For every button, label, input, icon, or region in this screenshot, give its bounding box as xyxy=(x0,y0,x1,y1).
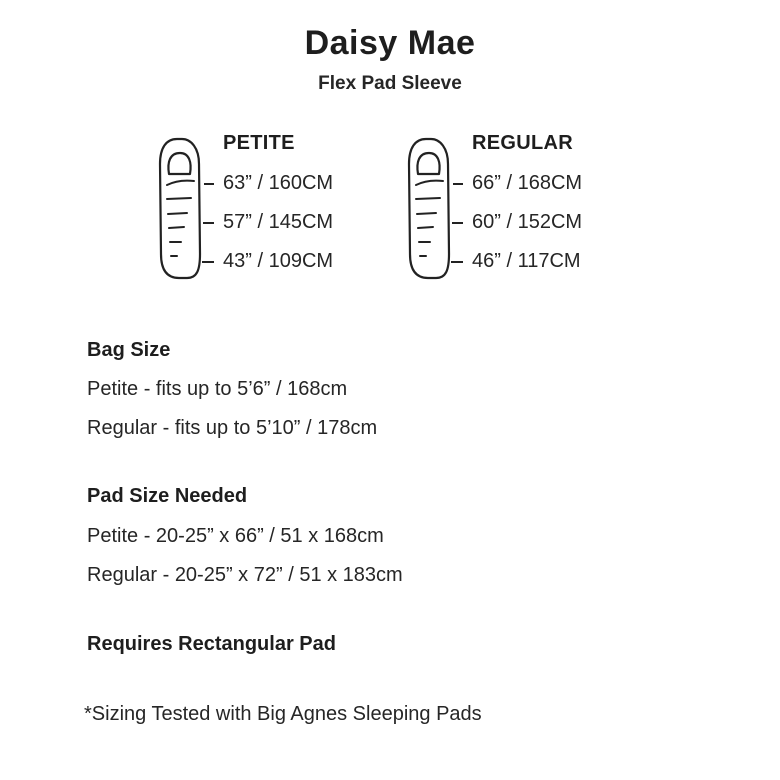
footnote: *Sizing Tested with Big Agnes Sleeping Pads xyxy=(84,703,482,725)
pad-size-regular-line: Regular - 20-25” x 72” / 51 x 183cm xyxy=(87,564,403,586)
regular-measurement-3: 46” / 117CM xyxy=(472,250,581,272)
page-subtitle: Flex Pad Sleeve xyxy=(318,73,462,94)
petite-measurement-2: 57” / 145CM xyxy=(223,211,334,233)
regular-measurement-2: 60” / 152CM xyxy=(472,211,583,233)
pad-size-petite-line: Petite - 20-25” x 66” / 51 x 168cm xyxy=(87,525,384,547)
bag-size-heading: Bag Size xyxy=(87,339,171,361)
bag-size-petite-line: Petite - fits up to 5’6” / 168cm xyxy=(87,378,348,400)
regular-measurement-1: 66” / 168CM xyxy=(472,172,583,194)
size-block-petite xyxy=(157,130,437,280)
petite-measurement-1: 63” / 160CM xyxy=(223,172,334,194)
page-title: Daisy Mae xyxy=(304,24,476,62)
size-label-regular: REGULAR xyxy=(472,132,573,154)
sleeping-bag-icon xyxy=(406,136,466,282)
bag-size-regular-line: Regular - fits up to 5’10” / 178cm xyxy=(87,417,378,439)
requirement-heading: Requires Rectangular Pad xyxy=(87,633,336,655)
size-block-regular xyxy=(406,130,686,280)
sleeping-bag-icon xyxy=(157,136,217,282)
size-label-petite: PETITE xyxy=(223,132,295,154)
pad-size-heading: Pad Size Needed xyxy=(87,485,248,507)
petite-measurement-3: 43” / 109CM xyxy=(223,250,334,272)
